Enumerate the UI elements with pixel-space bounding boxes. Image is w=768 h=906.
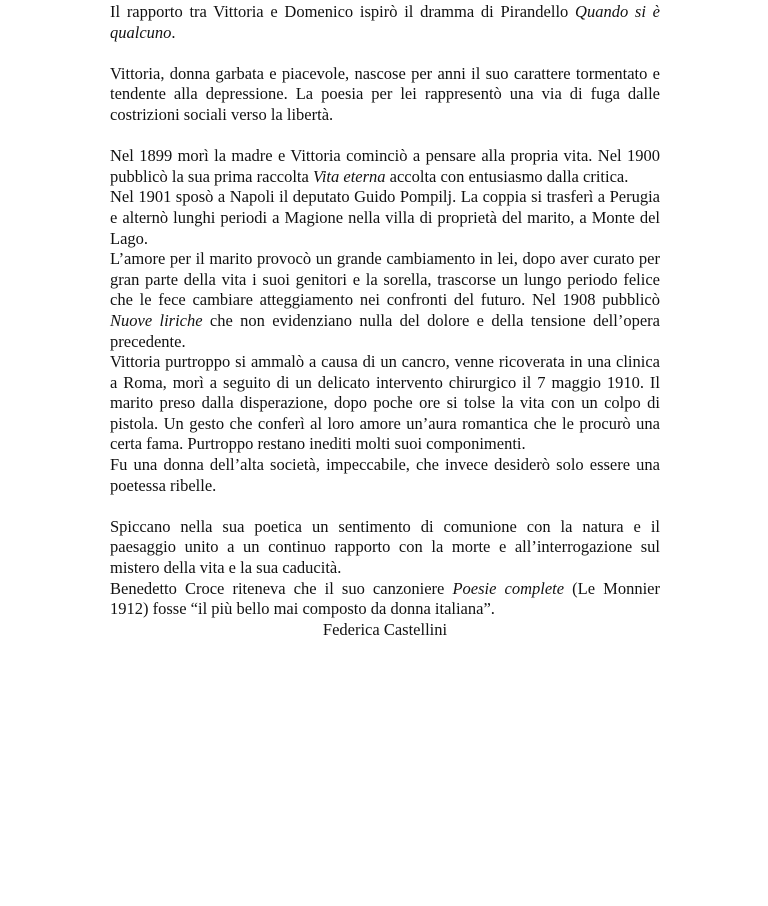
title-quando-si-e-qualcuno: Quando si è qualcuno [110, 2, 660, 42]
paragraph-vita-eterna: Nel 1899 morì la madre e Vittoria cominciò a pensare alla propria vita. Nel 1900 pubblicò la sua prima raccolta Vita eterna accolta con entusiasmo dalla critica. [110, 146, 660, 186]
paragraph-croce: Benedetto Croce riteneva che il suo canzoniere Poesie complete (Le Monnier 1912) fosse “il più bello mai composto da donna italiana”. [110, 578, 660, 619]
title-nuove-liriche: Nuove liriche [110, 310, 203, 330]
paragraph-marriage: Nel 1901 sposò a Napoli il deputato Guido Pompilj. La coppia si trasferì a Perugia e alternò lunghi periodi a Magione nella villa di proprietà del marito, a Monte del Lago. [110, 187, 660, 248]
document-page [110, 2, 660, 640]
paragraph-pirandello: Il rapporto tra Vittoria e Domenico ispirò il dramma di Pirandello Quando si è qualcuno. [110, 2, 660, 42]
title-poesie-complete: Poesie complete [452, 578, 565, 598]
paragraph-character: Vittoria, donna garbata e piacevole, nascose per anni il suo carattere tormentato e tendente alla depressione. La poesia per lei rappresentò una via di fuga dalle costrizioni sociali verso la libertà. [110, 63, 660, 124]
paragraph-illness: Vittoria purtroppo si ammalò a causa di un cancro, venne ricoverata in una clinica a Roma, morì a seguito di un delicato intervento chirurgico il 7 maggio 1910. Il marito preso dalla disperazione, dopo poche ore si tolse la vita con un colpo di pistola. Un gesto che conferì al loro amore un’aura romantica che le procurò una certa fama. Purtroppo restano inediti molti suoi componimenti. [110, 352, 660, 454]
title-vita-eterna: Vita eterna [312, 166, 386, 186]
paragraph-society: Fu una donna dell’alta società, impeccabile, che invece desiderò solo essere una poetessa ribelle. [110, 455, 660, 495]
author-signature: Federica Castellini [322, 619, 448, 639]
paragraph-nuove-liriche: L’amore per il marito provocò un grande cambiamento in lei, dopo aver curato per gran parte della vita i suoi genitori e la sorella, trascorse un lungo periodo felice che le fece cambiare atteggiamento nei confronti del futuro. Nel 1908 pubblicò Nuove liriche che non evidenziano nulla del dolore e della tensione dell’opera precedente. [110, 249, 660, 351]
paragraph-poetics: Spiccano nella sua poetica un sentimento di comunione con la natura e il paesaggio unito a un continuo rapporto con la morte e all’interrogazione sul mistero della vita e la sua caducità. [110, 516, 660, 578]
